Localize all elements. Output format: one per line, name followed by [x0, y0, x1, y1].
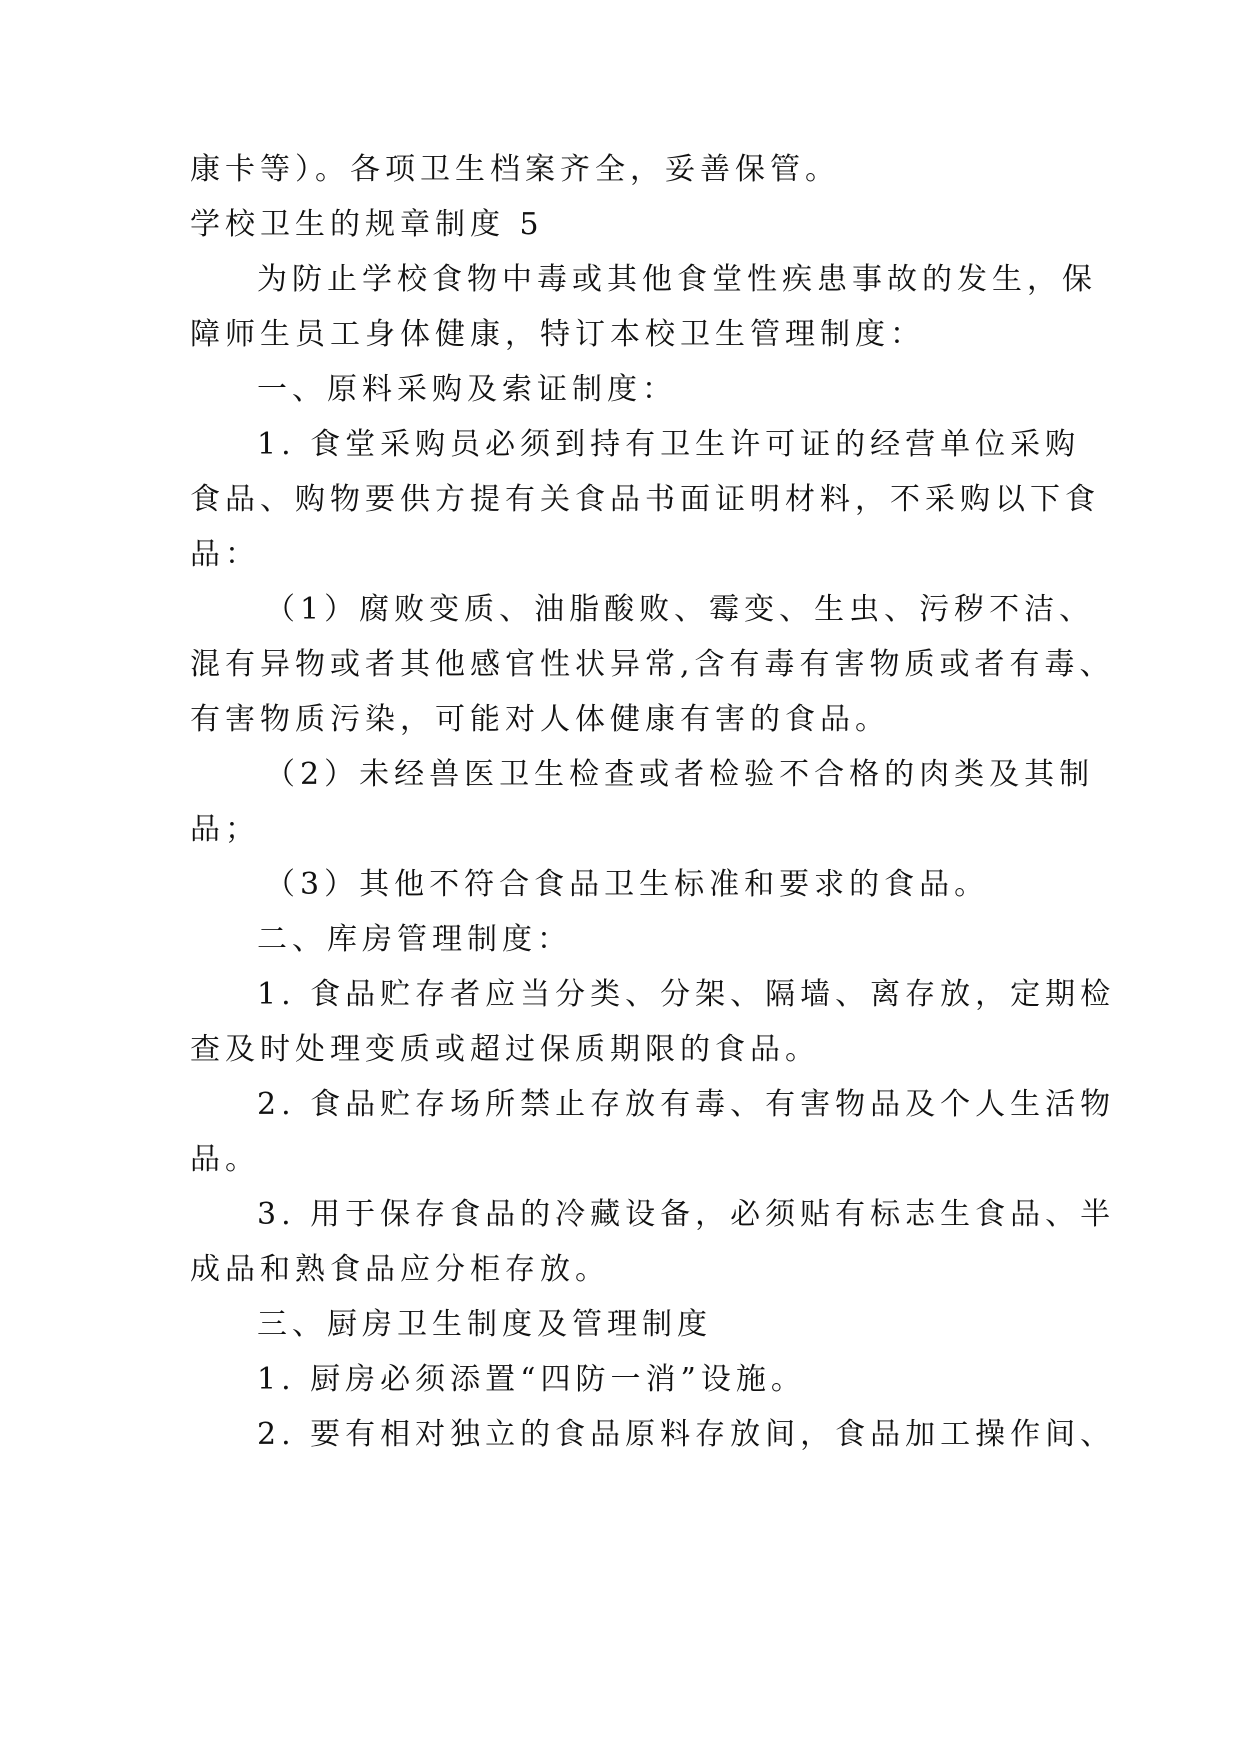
paragraph-line: （1）腐败变质、油脂酸败、霉变、生虫、污秽不洁、 — [265, 592, 1095, 627]
paragraph-line: 2. 要有相对独立的食品原料存放间，食品加工操作间、 — [257, 1417, 1116, 1452]
paragraph-line: 3. 用于保存食品的冷藏设备，必须贴有标志生食品、半 — [257, 1197, 1116, 1232]
paragraph-line: 2. 食品贮存场所禁止存放有毒、有害物品及个人生活物 — [257, 1087, 1116, 1122]
paragraph-line: 成品和熟食品应分柜存放。 — [190, 1252, 610, 1287]
paragraph-line: 食品、购物要供方提有关食品书面证明材料，不采购以下食 — [190, 482, 1100, 517]
subheading: 二、库房管理制度： — [257, 922, 572, 957]
paragraph-line: 1. 食堂采购员必须到持有卫生许可证的经营单位采购 — [257, 427, 1081, 462]
paragraph-line: 品： — [190, 537, 260, 572]
paragraph-line: 品； — [190, 812, 260, 847]
paragraph-line: 为防止学校食物中毒或其他食堂性疾患事故的发生，保 — [257, 262, 1097, 297]
paragraph-line: 混有异物或者其他感官性状异常,含有毒有害物质或者有毒、 — [190, 647, 1115, 682]
text-line: 康卡等）。各项卫生档案齐全，妥善保管。 — [190, 152, 840, 187]
paragraph-line: 障师生员工身体健康，特订本校卫生管理制度： — [190, 317, 925, 352]
paragraph-line: 品。 — [190, 1142, 260, 1177]
paragraph-line: 有害物质污染，可能对人体健康有害的食品。 — [190, 702, 890, 737]
section-heading: 学校卫生的规章制度 5 — [190, 207, 544, 242]
paragraph-line: （3）其他不符合食品卫生标准和要求的食品。 — [265, 867, 990, 902]
paragraph-line: （2）未经兽医卫生检查或者检验不合格的肉类及其制 — [265, 757, 1095, 792]
paragraph-line: 1. 食品贮存者应当分类、分架、隔墙、离存放，定期检 — [257, 977, 1116, 1012]
subheading: 一、原料采购及索证制度： — [257, 372, 677, 407]
paragraph-line: 查及时处理变质或超过保质期限的食品。 — [190, 1032, 820, 1067]
subheading: 三、厨房卫生制度及管理制度 — [257, 1307, 712, 1342]
paragraph-line: 1. 厨房必须添置“四防一消”设施。 — [257, 1362, 806, 1397]
